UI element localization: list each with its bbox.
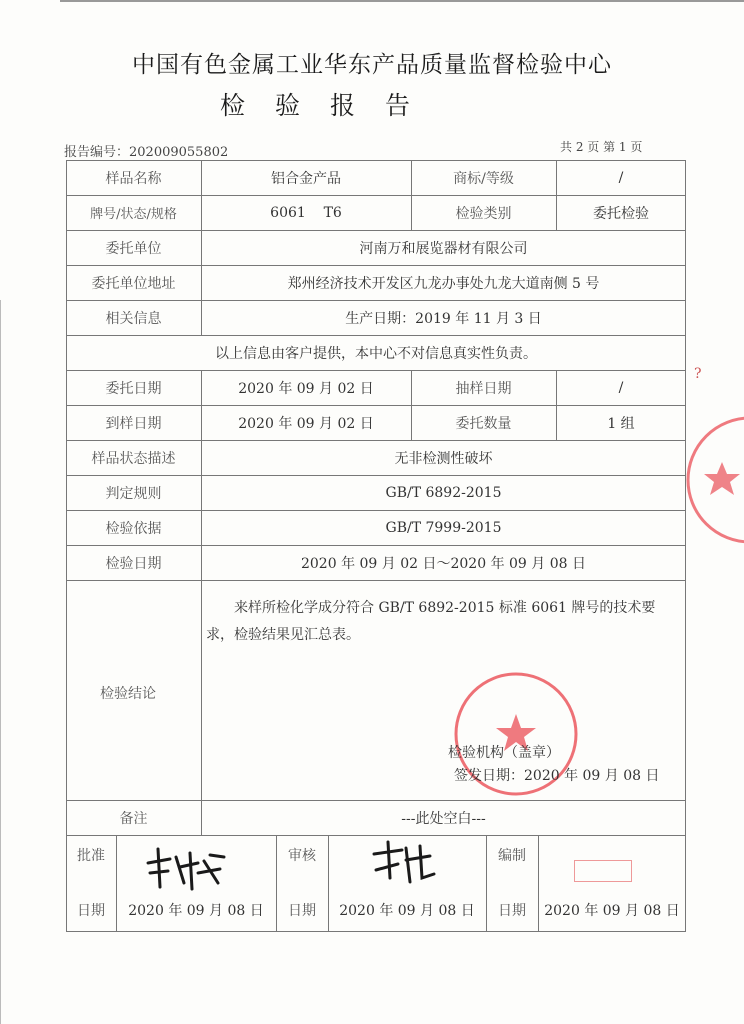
grade-label: 牌号/状态/规格 — [90, 207, 177, 222]
basis-label: 检验依据 — [105, 520, 162, 537]
inspection-org: 检验机构（盖章） — [448, 745, 560, 761]
review-date: 2020 年 09 月 08 日 — [339, 903, 475, 919]
grade-value: 6061 T6 — [270, 204, 342, 221]
approver-signature — [140, 843, 230, 897]
arrival-date-value: 2020 年 09 月 02 日 — [238, 415, 374, 432]
remarks-value: ---此处空白--- — [401, 810, 486, 827]
page-info: 共 2 页 第 1 页 — [560, 140, 643, 154]
rule-value: GB/T 6892-2015 — [385, 484, 502, 501]
compile-date: 2020 年 09 月 08 日 — [544, 903, 680, 919]
test-date-label: 检验日期 — [105, 555, 162, 572]
related-info-value: 生产日期：2019 年 11 月 3 日 — [345, 310, 542, 327]
test-type-value: 委托检验 — [593, 205, 649, 222]
compile-label: 编制 — [498, 848, 526, 864]
review-date-label: 日期 — [288, 903, 316, 919]
trademark-value: / — [618, 169, 624, 186]
client-address-label: 委托单位地址 — [91, 275, 176, 292]
compiler-seal — [574, 860, 632, 882]
report-number-label: 报告编号： — [64, 145, 130, 160]
margin-mark: ? — [694, 366, 702, 382]
disclaimer: 以上信息由客户提供，本中心不对信息真实性负责。 — [215, 345, 537, 362]
issue-date: 签发日期：2020 年 09 月 08 日 — [454, 768, 660, 784]
sample-state-value: 无非检测性破坏 — [394, 450, 493, 467]
left-scan-edge — [0, 300, 1, 1024]
sample-name-label: 样品名称 — [105, 170, 162, 187]
commission-date-value: 2020 年 09 月 02 日 — [238, 380, 374, 397]
quantity-label: 委托数量 — [455, 415, 512, 432]
review-label: 审核 — [288, 848, 316, 864]
arrival-date-label: 到样日期 — [105, 415, 162, 432]
approve-label: 批准 — [77, 848, 105, 864]
trademark-label: 商标/等级 — [453, 170, 514, 187]
report-number — [64, 141, 228, 160]
report-number-value: 202009055802 — [129, 145, 229, 160]
sampling-date-value: / — [618, 379, 624, 396]
client-address-value: 郑州经济技术开发区九龙办事处九龙大道南侧 5 号 — [287, 275, 600, 292]
conclusion-text: 来样所检化学成分符合 GB/T 6892-2015 标准 6061 牌号的技术要求，检验结果见汇总表。 — [206, 600, 656, 643]
approve-date: 2020 年 09 月 08 日 — [128, 903, 264, 919]
reviewer-signature — [368, 838, 440, 892]
client-label: 委托单位 — [105, 240, 162, 257]
conclusion-label: 检验结论 — [100, 686, 156, 702]
compile-date-label: 日期 — [498, 903, 526, 919]
top-scan-edge — [60, 0, 744, 2]
quantity-value: 1 组 — [607, 415, 635, 432]
client-value: 河南万和展览器材有限公司 — [359, 240, 528, 257]
rule-label: 判定规则 — [105, 485, 162, 502]
basis-value: GB/T 7999-2015 — [385, 519, 502, 536]
test-date-value: 2020 年 09 月 02 日～2020 年 09 月 08 日 — [300, 555, 587, 572]
side-seal — [682, 410, 744, 550]
sample-state-label: 样品状态描述 — [91, 450, 176, 467]
test-type-label: 检验类别 — [455, 205, 512, 222]
report-title: 检验报告 — [220, 91, 441, 120]
related-info-label: 相关信息 — [105, 310, 162, 327]
org-title: 中国有色金属工业华东产品质量监督检验中心 — [132, 52, 612, 78]
sample-name-value: 铝合金产品 — [271, 170, 341, 187]
remarks-label: 备注 — [119, 810, 148, 827]
report-form — [66, 160, 686, 932]
sampling-date-label: 抽样日期 — [455, 380, 512, 397]
approve-date-label: 日期 — [77, 903, 105, 919]
commission-date-label: 委托日期 — [105, 380, 162, 397]
